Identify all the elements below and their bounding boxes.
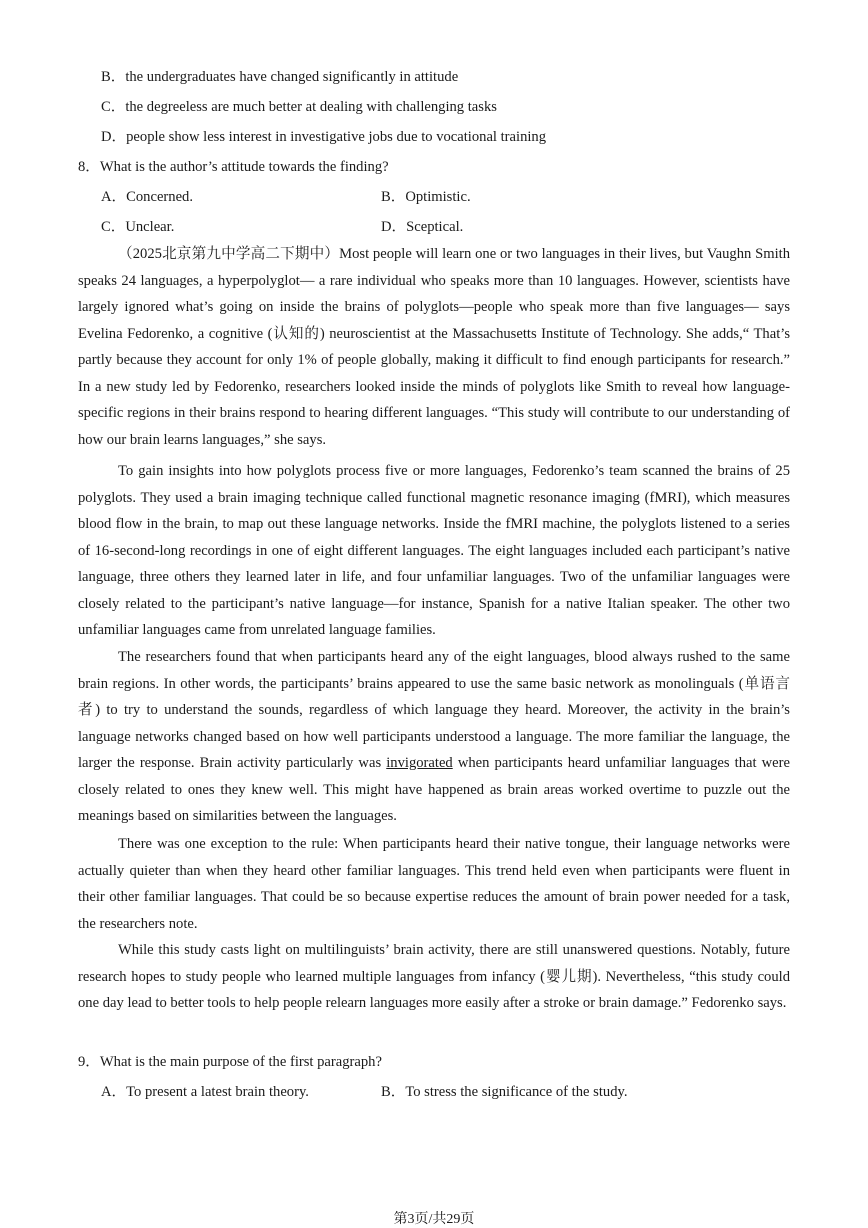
passage-paragraph-2: To gain insights into how polyglots process five or more languages, Fedorenko’s team scanned the brains of 25 polyglots. They used a brain imaging technique called functional magnetic resonance imaging (fMRI), which measures blood flow in the brain, to map out these language networks. Inside the fMRI machine, the polyglots listened to a series of 16-second-long recordings in one of eight different languages. The eight languages included each participant’s native language, three others they learned later in life, and four unfamiliar languages. Two of the unfamiliar languages were closely related to the participant’s native language—for instance, Spanish for a native Italian speaker. The other two unfamiliar languages came from unrelated language families. [78, 463, 790, 638]
q8-option-c: C．Unclear. [101, 219, 175, 235]
q7-option-b: B．the undergraduates have changed significantly in attitude [101, 69, 459, 85]
q7-option-c: C．the degreeless are much better at dealing with challenging tasks [101, 99, 497, 115]
q8-question: 8．What is the author’s attitude towards the finding? [78, 159, 389, 175]
passage-paragraph-3 [78, 644, 790, 830]
paragraph-3-text-a: The researchers found that when participants heard any of the eight languages, blood always rushed to the same brain regions. In other words, the participants’ brains appeared to use the same basic network as monolinguals (单语言者) to try to understand the sounds, regardless of which language they heard. Moreover, the activity in the brain’s language networks changed based on how well participants understood a language. The more familiar the language, the larger the response. Brain activity particularly was [78, 649, 790, 771]
q8-option-b: B．Optimistic. [381, 189, 471, 205]
paragraph-3-text-b: when participants heard unfamiliar languages that were closely related to ones they knew well. This might have happened as brain areas worked overtime to puzzle out the meanings based on similarities between the languages. [78, 755, 790, 824]
q9-option-b: B．To stress the significance of the study. [381, 1084, 628, 1100]
q9-option-a: A．To present a latest brain theory. [101, 1084, 309, 1100]
underlined-word: invigorated [386, 755, 453, 771]
q8-option-a: A．Concerned. [101, 189, 193, 205]
passage-paragraph-5: While this study casts light on multilinguists’ brain activity, there are still unanswered questions. Notably, future research hopes to study people who learned multiple languages from infancy (婴儿期). Nevertheless, “this study could one day lead to better tools to help people relearn languages more easily after a stroke or brain damage.” Fedorenko says. [78, 942, 790, 1011]
q8-option-d: D．Sceptical. [381, 219, 464, 235]
q9-question: 9．What is the main purpose of the first paragraph? [78, 1054, 382, 1070]
passage-paragraph-4: There was one exception to the rule: When participants heard their native tongue, their language networks were actually quieter than when they heard other familiar languages. This trend held even when participants were fluent in their other familiar languages. That could be so because expertise reduces the amount of brain power needed for a task, the researchers note. [78, 836, 790, 932]
q7-option-d: D．people show less interest in investigative jobs due to vocational training [101, 129, 547, 145]
passage-paragraph-1: （2025北京第九中学高二下期中）Most people will learn one or two languages in their lives, but Vaughn Smith speaks 24 languages, a hyperpolyglot— a rare individual who speaks more than 10 languages. However, scientists have largely ignored what’s going on inside the brains of polyglots—people who speak more than five languages— says Evelina Fedorenko, a cognitive (认知的) neuroscientist at the Massachusetts Institute of Technology. She adds,“ That’s partly because they account for only 1% of people globally, making it difficult to find enough participants for research.” In a new study led by Fedorenko, researchers looked inside the minds of polyglots like Smith to reveal how language-specific regions in their brains respond to hearing different languages. “This study will contribute to our understanding of how our brain learns languages,” she says. [78, 246, 790, 448]
page-footer: 第3页/共29页 [393, 1212, 475, 1227]
